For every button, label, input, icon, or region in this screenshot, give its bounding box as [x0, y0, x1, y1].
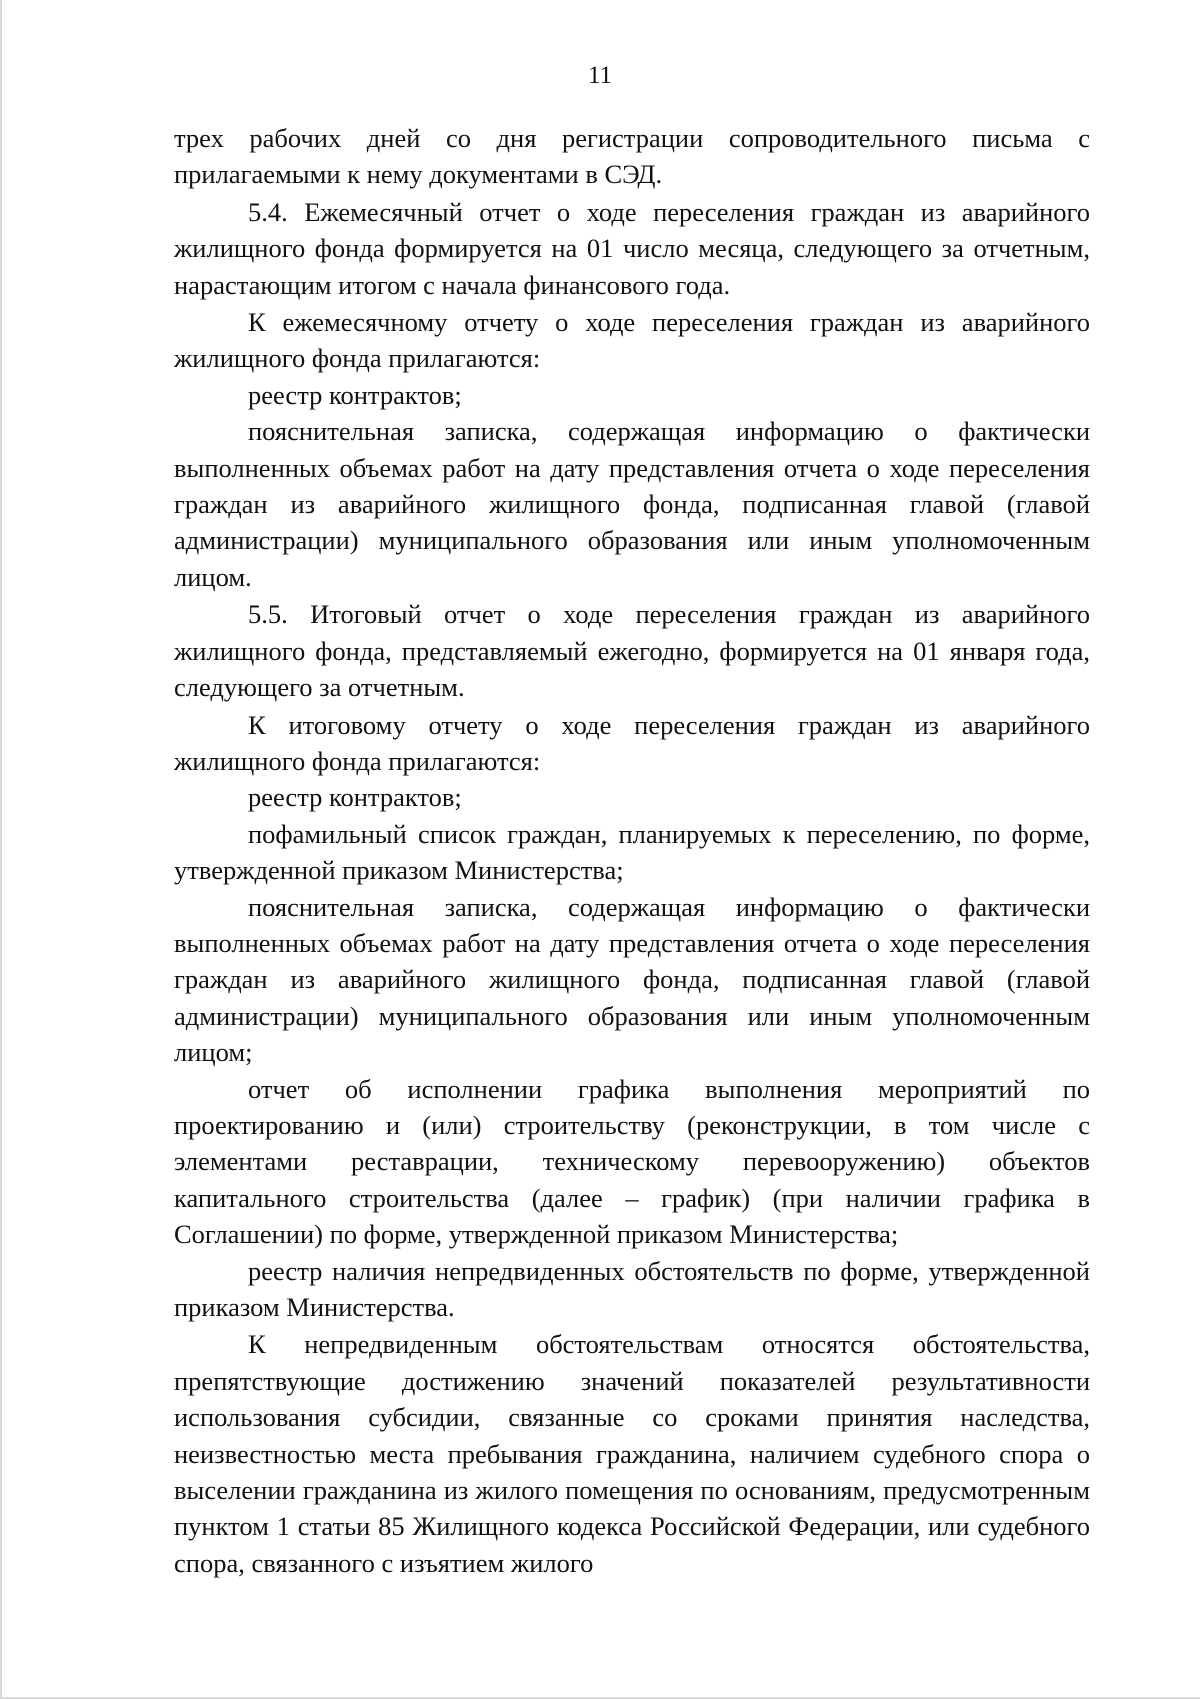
page-left-edge [0, 0, 2, 1699]
paragraph-continuation: трех рабочих дней со дня регистрации сопроводительного письма с прилагаемыми к нему документами в СЭД. [174, 123, 1090, 190]
paragraph-5-5: 5.5. Итоговый отчет о ходе переселения граждан из аварийного жилищного фонда, представляемый ежегодно, формируется на 01 января года, следующего за отчетным. [174, 599, 1090, 703]
list-item-contract-registry-final: реестр контрактов; [248, 782, 462, 813]
list-item-unforeseen-registry: реестр наличия непредвиденных обстоятельств по форме, утвержденной приказом Министерства. [174, 1255, 1090, 1322]
list-item-contract-registry: реестр контрактов; [248, 379, 462, 410]
paragraph-unforeseen-circumstances: К непредвиденным обстоятельствам относятся обстоятельства, препятствующие достижению значений показателей результативности использования субсидии, связанные со сроками принятия наследства, неизвестностью места пребывания гражданина, наличием судебного спора о выселении гражданина из жилого помещения по основаниям, предусмотренным пунктом 1 статьи 85 Жилищного кодекса Российской Федерации, или судебного спора, связанного с изъятием жилого [174, 1329, 1090, 1578]
page-number: 11 [587, 62, 613, 89]
list-item-explanatory-note: пояснительная записка, содержащая информацию о фактически выполненных объемах работ на дату представления отчета о ходе переселения граждан из аварийного жилищного фонда, подписанная главой (главой администрации) муниципального образования или иным уполномоченным лицом. [174, 416, 1090, 592]
list-item-citizen-list: пофамильный список граждан, планируемых к переселению, по форме, утвержденной приказом Министерства; [174, 818, 1090, 886]
paragraph-monthly-attachments: К ежемесячному отчету о ходе переселения граждан из аварийного жилищного фонда прилагаются: [174, 307, 1090, 374]
paragraph-final-attachments: К итоговому отчету о ходе переселения граждан из аварийного жилищного фонда прилагаются: [174, 709, 1090, 776]
paragraph-5-4: 5.4. Ежемесячный отчет о ходе переселения граждан из аварийного жилищного фонда формируется на 01 число месяца, следующего за отчетным, нарастающим итогом с начала финансового года. [174, 196, 1090, 300]
document-body [174, 120, 1090, 1581]
list-item-schedule-report: отчет об исполнении графика выполнения мероприятий по проектированию и (или) строительству (реконструкции, в том числе с элементами реставрации, техническому перевооружению) объектов капитального строительства (далее – график) (при наличии графика в Соглашении) по форме, утвержденной приказом Министерства; [174, 1073, 1090, 1250]
list-item-explanatory-note-final: пояснительная записка, содержащая информацию о фактически выполненных объемах работ на дату представления отчета о ходе переселения граждан из аварийного жилищного фонда, подписанная главой (главой администрации) муниципального образования или иным уполномоченным лицом; [174, 891, 1090, 1068]
